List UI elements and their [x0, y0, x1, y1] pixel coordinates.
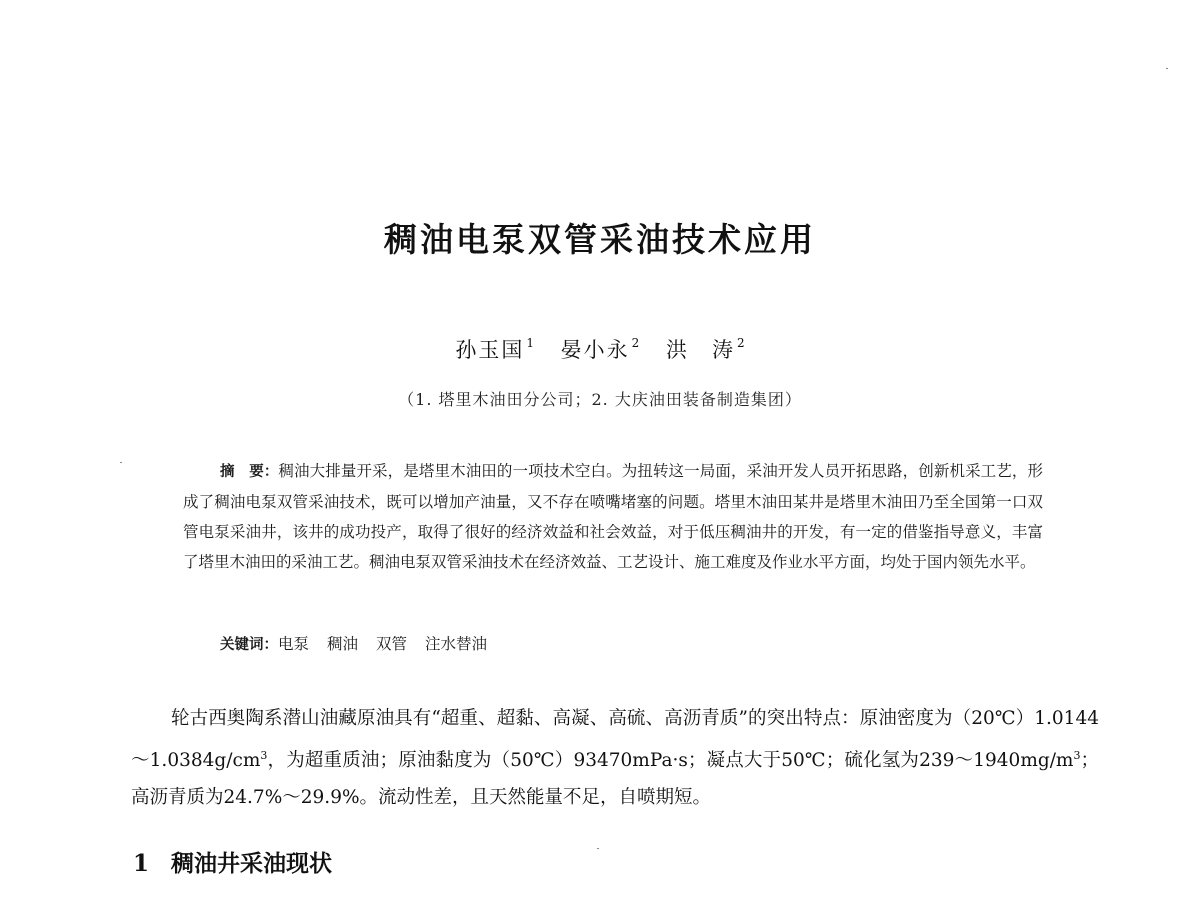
keywords [220, 632, 1040, 654]
body-text-part: ；高沥青质为24.7%～29.9%。流动性差，且天然能量不足，自喷期短。 [131, 750, 1099, 808]
superscript: 3 [260, 749, 268, 762]
keyword: 电泵 [278, 635, 310, 653]
author-affil-mark: 2 [737, 336, 745, 350]
section-title: 稠油井采油现状 [171, 850, 333, 877]
body-text-part: ，为超重质油；原油黏度为（50℃）93470mPa·s；凝点大于50℃；硫化氢为239～1940mg/m [267, 750, 1074, 771]
abstract-text: 稠油大排量开采，是塔里木油田的一项技术空白。为扭转这一局面，采油开发人员开拓思路，创新机采工艺，形成了稠油电泵双管采油技术，既可以增加产油量，又不存在喷嘴堵塞的问题。塔里木油田某井是塔里木油田乃至全国第一口双管电泵采油井，该井的成功投产，取得了很好的经济效益和社会效益，对于低压稠油井的开发，有一定的借鉴指导意义，丰富了塔里木油田的采油工艺。稠油电泵双管采油技术在经济效益、工艺设计、施工难度及作业水平方面，均处于国内领先水平。 [183, 462, 1043, 571]
keyword: 注水替油 [425, 635, 488, 653]
abstract-label: 摘 要： [220, 464, 279, 480]
abstract [183, 456, 1043, 577]
author-2 [561, 334, 640, 364]
keywords-label: 关键词： [220, 637, 278, 653]
author-name: 孙玉国 [455, 338, 525, 362]
affiliations: （1. 塔里木油田分公司；2. 大庆油田装备制造集团） [398, 390, 802, 409]
body-text-part: 轮古西奥陶系潜山油藏原油具有“超重、超黏、高凝、高硫、高沥青质”的突出特点：原油密度为（20℃）1.0144～1.0384g/cm [131, 708, 1099, 771]
author-1 [455, 334, 534, 364]
author-name: 洪 涛 [666, 338, 735, 362]
paper-title: 稠油电泵双管采油技术应用 [384, 220, 816, 259]
scan-speck [120, 462, 122, 463]
author-name: 晏小永 [560, 338, 630, 362]
author-affil-mark: 1 [526, 336, 534, 350]
author-list [0, 334, 1200, 364]
superscript: 3 [1073, 749, 1081, 762]
body-paragraph [131, 700, 1099, 816]
scan-speck [1166, 68, 1168, 69]
keyword: 双管 [376, 635, 408, 653]
author-3 [666, 334, 745, 364]
section-number: 1 [133, 850, 150, 877]
author-affil-mark: 2 [631, 336, 640, 350]
scan-speck [597, 848, 599, 849]
keyword: 稠油 [327, 635, 359, 653]
section-heading [133, 845, 332, 878]
